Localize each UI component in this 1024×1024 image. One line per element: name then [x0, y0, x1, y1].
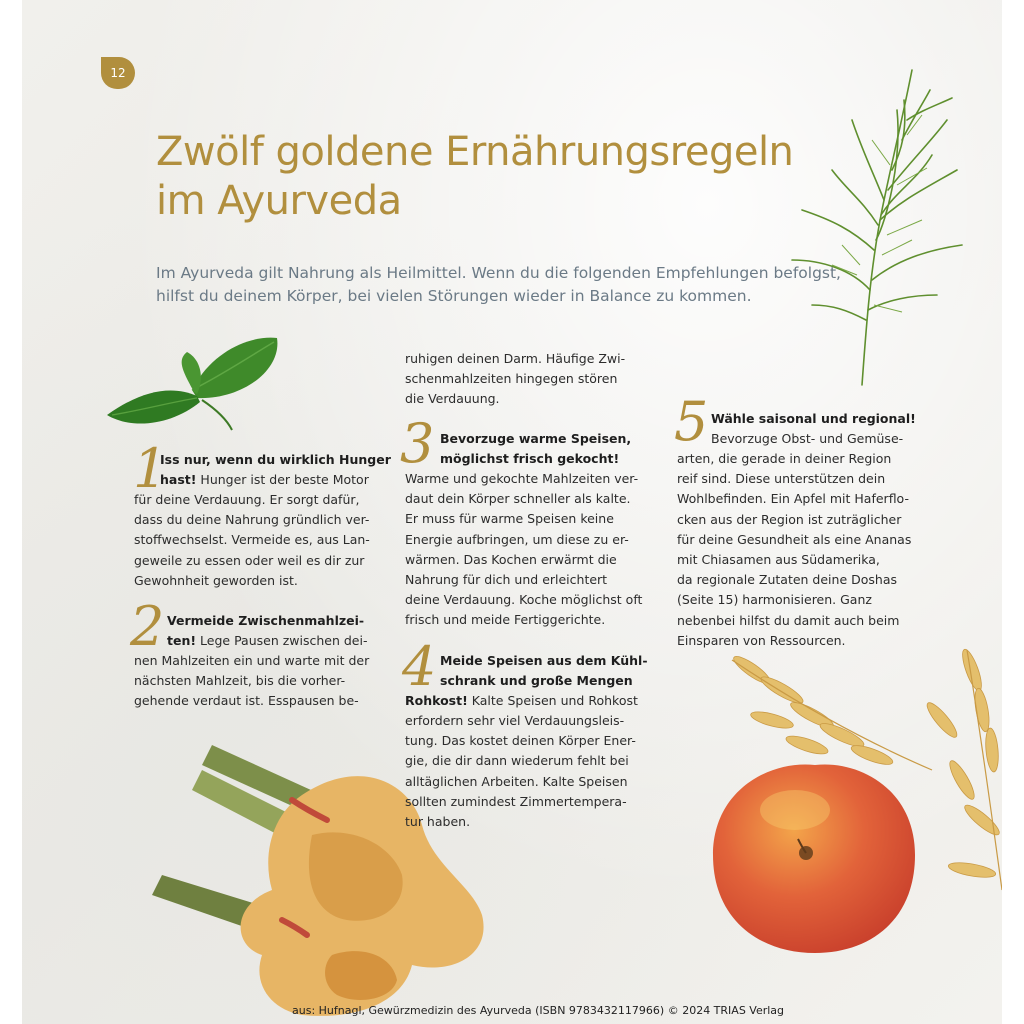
body-line: nen Mahlzeiten ein und warte mit der: [134, 653, 370, 668]
rule-number: 1: [133, 437, 168, 500]
rule-body: [405, 711, 645, 832]
rule-heading-text: Wähle saisonal und regional!: [711, 411, 916, 426]
rule-heading-cont: [440, 671, 633, 691]
rule-heading-text: möglichst frisch gekocht!: [440, 451, 620, 466]
rule-body-text: Kalte Speisen und Rohkost: [467, 693, 638, 708]
rule-heading: [711, 409, 916, 429]
page-number-badge: 12: [101, 57, 135, 89]
rule-heading-text: Bevorzuge warme Speisen,: [440, 431, 632, 446]
rule-heading-cont: [160, 470, 369, 490]
body-line: arten, die gerade in deiner Region: [677, 451, 892, 466]
body-line: Energie aufbringen, um diese zu er-: [405, 531, 629, 547]
body-line: cken aus der Region ist zuträglicher: [677, 511, 902, 527]
body-line: geweile zu essen oder weil es dir zur: [134, 552, 365, 568]
rule-body: [134, 651, 374, 712]
body-line: deine Verdauung. Koche möglichst oft: [405, 592, 643, 608]
body-line: da regionale Zutaten deine Doshas: [677, 572, 897, 588]
rule-number: 2: [130, 595, 165, 658]
body-line: Wohlbefinden. Ein Apfel mit Haferflo-: [677, 491, 909, 507]
rule-heading-cont: [711, 429, 903, 449]
body-line: reif sind. Diese unterstützen dein: [677, 471, 886, 487]
body-line: Er muss für warme Speisen keine: [405, 511, 614, 527]
apple-image: [710, 755, 920, 955]
rule-body: [134, 490, 374, 591]
rule-heading-cont: [405, 691, 638, 711]
body-line: Warme und gekochte Mahlzeiten ver-: [405, 471, 639, 486]
rule-heading-text: schrank und große Mengen: [440, 673, 633, 688]
body-line: ruhigen deinen Darm. Häufige Zwi-: [405, 351, 626, 366]
intro-line-1: Im Ayurveda gilt Nahrung als Heilmittel. Wenn du die folgenden Empfehlungen befolgst,: [156, 264, 841, 282]
body-line: wärmen. Das Kochen erwärmt die: [405, 551, 617, 567]
body-line: nebenbei hilfst du damit auch beim: [677, 612, 900, 628]
rule-heading-cont: [440, 449, 619, 469]
rule-body-text: Bevorzuge Obst- und Gemüse-: [711, 431, 904, 446]
rule-heading-text: hast!: [160, 472, 197, 487]
body-line: für deine Verdauung. Er sorgt dafür,: [134, 492, 360, 507]
rule-heading-text: Meide Speisen aus dem Kühl-: [440, 653, 648, 668]
body-line: Einsparen von Ressourcen.: [677, 632, 846, 648]
rule-number: 3: [400, 412, 435, 475]
body-line: erfordern sehr viel Verdauungsleis-: [405, 713, 625, 728]
title-line-1: Zwölf goldene Ernährungsregeln: [156, 129, 794, 175]
source-footer: aus: Hufnagl, Gewürzmedizin des Ayurveda (ISBN 9783432117966) © 2024 TRIAS Verlag: [292, 1004, 785, 1017]
body-line: daut dein Körper schneller als kalte.: [405, 491, 631, 507]
body-line: nächsten Mahlzeit, bis die vorher-: [134, 673, 346, 689]
body-line: Nahrung für dich und erleichtert: [405, 572, 608, 588]
rule-heading-text: Iss nur, wenn du wirklich Hunger: [160, 452, 391, 467]
rule-heading-text: Vermeide Zwischenmahlzei-: [167, 613, 365, 628]
book-page: [22, 0, 1002, 1024]
rule-body: [405, 469, 645, 631]
rule-body-text: Lege Pausen zwischen dei-: [196, 633, 368, 648]
body-line: dass du deine Nahrung gründlich ver-: [134, 512, 370, 528]
body-line: (Seite 15) harmonisieren. Ganz: [677, 592, 872, 608]
rule-heading: [160, 450, 391, 470]
body-line: stoffwechselst. Vermeide es, aus Lan-: [134, 532, 370, 548]
page-title: [156, 128, 836, 226]
rule-heading: [167, 611, 364, 631]
rule-number: 4: [402, 635, 437, 698]
rule-heading: [440, 651, 648, 671]
body-line: gie, die dir dann wiederum fehlt bei: [405, 753, 629, 769]
body-line: Gewohnheit geworden ist.: [134, 572, 298, 588]
body-line: für deine Gesundheit als eine Ananas: [677, 531, 912, 547]
body-line: alltäglichen Arbeiten. Kalte Speisen: [405, 773, 628, 789]
rule-body-continued: [405, 349, 645, 410]
body-line: mit Chiasamen aus Südamerika,: [677, 552, 880, 568]
intro-paragraph: [156, 262, 841, 308]
rule-body: [677, 449, 917, 651]
basil-leaves-image: [102, 330, 302, 440]
intro-line-2: hilfst du deinem Körper, bei vielen Störungen wieder in Balance zu kommen.: [156, 287, 752, 305]
body-line: frisch und meide Fertiggerichte.: [405, 612, 606, 628]
body-line: tur haben.: [405, 814, 471, 830]
body-line: die Verdauung.: [405, 391, 500, 407]
title-line-2: im Ayurveda: [156, 178, 402, 224]
rule-body-text: Hunger ist der beste Motor: [196, 472, 369, 487]
rule-heading: [440, 429, 631, 449]
rule-number: 5: [674, 390, 709, 453]
body-line: gehende verdaut ist. Esspausen be-: [134, 693, 359, 709]
body-line: tung. Das kostet deinen Körper Ener-: [405, 733, 636, 749]
body-line: schenmahlzeiten hingegen stören: [405, 371, 618, 387]
rule-heading-cont: [167, 631, 368, 651]
rule-heading-text: Rohkost!: [405, 693, 468, 708]
rule-heading-text: ten!: [167, 633, 197, 648]
body-line: sollten zumindest Zimmertempera-: [405, 793, 627, 809]
